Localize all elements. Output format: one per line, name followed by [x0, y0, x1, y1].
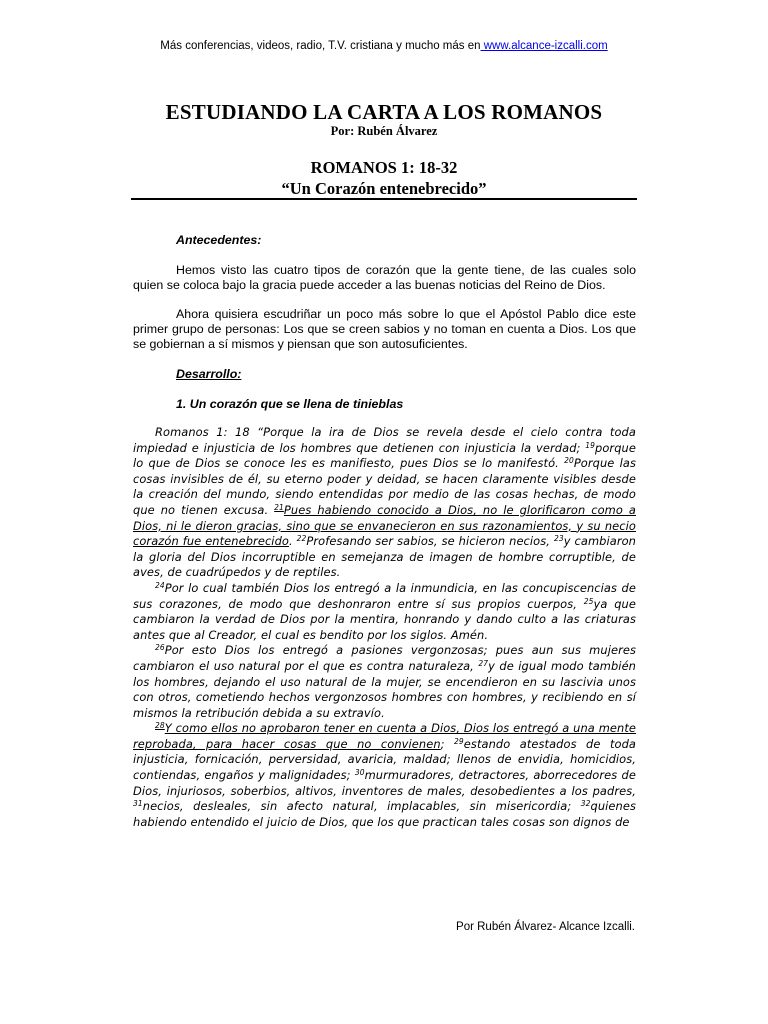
- verse-number: 24: [155, 580, 165, 590]
- antecedentes-heading: Antecedentes:: [176, 233, 262, 247]
- section-item-block: [133, 397, 636, 412]
- antecedentes-heading-block: [133, 233, 636, 248]
- verse-number: 23: [553, 534, 564, 544]
- verse-23: y cambiaron la gloria del Dios incorruptible en semejanza de imagen de hombre corruptible, de aves, de cuadrúpedos y de reptiles.: [133, 534, 636, 580]
- scripture-reference: ROMANOS 1: 18-32: [310, 158, 458, 177]
- verse-number: 32: [580, 799, 591, 809]
- verse-25: ya que cambiaron la verdad de Dios por la mentira, honrando y dando culto a las criaturas antes que al Creador, el cual es bendito por los siglos. Amén.: [133, 596, 636, 642]
- paragraph-1: [133, 263, 636, 293]
- scripture-intro: Romanos 1: 18: [155, 425, 258, 439]
- verse-28: Y como ellos no aprobaron tener en cuenta a Dios, Dios los entregó a una mente reprobada, para hacer cosas que no convienen: [133, 721, 636, 751]
- verse-number: 22: [296, 534, 307, 544]
- header-text: Más conferencias, videos, radio, T.V. cristiana y mucho más en: [160, 40, 481, 52]
- verse-28-end: ;: [440, 736, 455, 751]
- verse-29: estando atestados de toda injusticia, fornicación, perversidad, avaricia, maldad; llenos de envidia, homicidios, contiendas, engaños y malignidades;: [133, 736, 636, 783]
- verse-number: 26: [155, 643, 165, 653]
- verse-number: 30: [354, 768, 365, 778]
- verse-19: porque lo que de Dios se conoce les es manifiesto, pues Dios se lo manifestó.: [133, 440, 636, 471]
- verse-22: Profesando ser sabios, se hicieron necios,: [306, 534, 551, 549]
- verse-number: 20: [564, 456, 574, 466]
- verse-21: Pues habiendo conocido a Dios, no le glorificaron como a Dios, ni le dieron gracias, sino que se envanecieron en sus razonamientos, y su necio corazón fue entenebrecido: [133, 502, 636, 549]
- title-divider: [131, 198, 637, 200]
- document-title: ESTUDIANDO LA CARTA A LOS ROMANOS: [165, 100, 603, 124]
- verse-number: 25: [583, 596, 594, 606]
- paragraph-text: Ahora quisiera escudriñar un poco más sobre lo que el Apóstol Pablo dice este primer grupo de personas: Los que se creen sabios y no toman en cuenta a Dios. Los que se gobiernan a sí mismos y piensan que son autosuficientes.: [133, 307, 636, 351]
- scripture-passage: [133, 425, 636, 830]
- verse-24: Por lo cual también Dios los entregó a la inmundicia, en las concupiscencias de sus corazones, de modo que deshonraron entre sí sus propios cuerpos,: [133, 580, 636, 611]
- verse-18: “Porque la ira de Dios se revela desde el cielo contra toda impiedad e injusticia de los hombres que detienen con injusticia la verdad;: [133, 425, 636, 455]
- website-link[interactable]: www.alcance-izcalli.com: [480, 40, 608, 52]
- sermon-subtitle: “Un Corazón entenebrecido”: [281, 179, 487, 198]
- verse-26: Por esto Dios los entregó a pasiones vergonzosas; pues aun sus mujeres cambiaron el uso natural por el que es contra naturaleza,: [133, 643, 636, 673]
- verse-21-end: .: [288, 534, 293, 549]
- verse-number: 21: [274, 502, 284, 512]
- verse-32: quienes habiendo entendido el juicio de Dios, que los que practican tales cosas son dignos de: [133, 799, 636, 829]
- author-byline: Por: Rubén Álvarez: [330, 124, 438, 138]
- verse-number: 19: [585, 440, 596, 450]
- verse-31: necios, desleales, sin afecto natural, implacables, sin misericordia;: [142, 799, 572, 814]
- page-footer: Por Rubén Álvarez- Alcance Izcalli.: [456, 921, 635, 933]
- paragraph-2: [133, 307, 636, 352]
- verse-27: y de igual modo también los hombres, dejando el uso natural de la mujer, se encendieron en su lascivia unos con otros, cometiendo hechos vergonzosos hombres con hombres, y recibiendo en sí mismos la retribución debida a su extravío.: [133, 658, 636, 720]
- verse-number: 31: [133, 799, 143, 809]
- verse-number: 28: [155, 721, 165, 731]
- section-item-heading: 1. Un corazón que se llena de tinieblas: [176, 397, 404, 411]
- verse-30: murmuradores, detractores, aborrecedores de Dios, injuriosos, soberbios, altivos, inventores de males, desobedientes a los padres,: [133, 768, 636, 798]
- desarrollo-heading: Desarrollo:: [176, 367, 242, 381]
- verse-20: Porque las cosas invisibles de él, su eterno poder y deidad, se hacen claramente visibles desde la creación del mundo, siendo entendidas por medio de las cosas hechas, de modo que no tienen excusa.: [133, 456, 636, 517]
- verse-number: 27: [478, 658, 489, 668]
- paragraph-text: Hemos visto las cuatro tipos de corazón que la gente tiene, de las cuales solo quien se coloca bajo la gracia puede acceder a las buenas noticias del Reino de Dios.: [133, 263, 636, 292]
- desarrollo-heading-block: [133, 367, 636, 382]
- verse-number: 29: [454, 736, 464, 746]
- header-banner: [0, 40, 768, 52]
